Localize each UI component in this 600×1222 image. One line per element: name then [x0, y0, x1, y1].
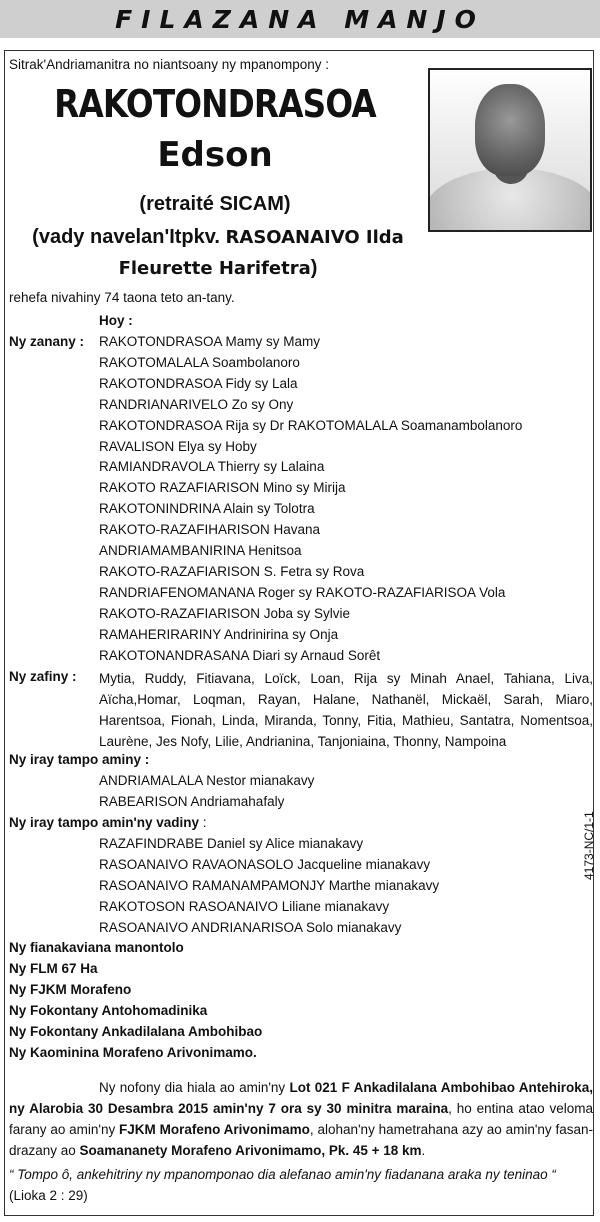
spouse-siblings-label — [9, 815, 207, 830]
spouse-name-2: Fleurette Harifetra — [118, 258, 311, 279]
families-item: Ny FJKM Morafeno — [9, 981, 132, 997]
children-item: RANDRIANARIVELO Zo sy Ony — [99, 396, 294, 412]
header-title: FILAZANA MANJO — [115, 4, 485, 34]
families-item: Ny Kaominina Morafeno Arivonimamo. — [9, 1044, 257, 1060]
quote-block — [9, 1164, 593, 1206]
children-item: RAKOTONDRASOA Fidy sy Lala — [99, 375, 298, 391]
quote-text: “ Tompo ô, ankehitriny ny mpanomponao dia alefanao amin'ny fiadanana araka ny teninao “ — [9, 1167, 556, 1182]
spouse-suffix: ) — [310, 257, 318, 279]
children-label: Ny zanany : — [9, 334, 85, 349]
children-item: RAMIANDRAVOLA Thierry sy Lalaina — [99, 459, 325, 475]
spouse-siblings-label-colon: : — [199, 815, 207, 830]
portrait-face — [475, 84, 545, 176]
funeral-burial-place: Soamananety Morafeno Arivonimamo, Pk. 45 + 18 km — [79, 1143, 422, 1158]
children-item: RAKOTO RAZAFIARISON Mino sy Mirija — [99, 480, 346, 496]
hoy-label: Hoy : — [99, 313, 133, 328]
page-header — [0, 0, 600, 38]
grandchildren-label: Ny zafiny : — [9, 669, 77, 684]
spouse-siblings-item: RAKOTOSON RASOANAIVO Liliane mianakavy — [99, 898, 390, 914]
spouse-siblings-item: RASOANAIVO ANDRIANARISOA Solo mianakavy — [99, 919, 402, 935]
grandchildren-text: Mytia, Ruddy, Fitiavana, Loïck, Loan, Rija sy Minah Anael, Tahiana, Liva, Aïcha,Homar, Loqman, Rayan, Halane, Nathanël, Mickaël, Sarah, Miaro, Harentsoa, Fionah, Linda, Miranda, Tonny, Fitia, Mathieu, Santatra, Nomentsoa, Laurène, Jes Nofy, Lilie, Andrianina, Tanjoniaina, Thonny, Nampoina — [99, 671, 593, 749]
children-item: RAKOTO-RAZAFIHARISON Havana — [99, 522, 321, 538]
funeral-paragraph — [9, 1077, 593, 1161]
children-item: RAKOTO-RAZAFIARISON S. Fetra sy Rova — [99, 563, 365, 579]
children-item: RAMAHERIRARINY Andrinirina sy Onja — [99, 626, 339, 642]
spouse-prefix: (vady navelan'Itpkv. — [32, 226, 220, 248]
deceased-given-name: Edson — [157, 135, 273, 175]
spouse-name-1: RASOANAIVO Ilda — [225, 227, 404, 248]
children-item: RAKOTONANDRASANA Diari sy Arnaud Sorêt — [99, 647, 381, 663]
spouse-siblings-label-text: Ny iray tampo amin'ny vadiny — [9, 815, 200, 830]
siblings-label: Ny iray tampo aminy : — [9, 752, 150, 767]
children-item: RANDRIAFENOMANANA Roger sy RAKOTO-RAZAFIARISOA Vola — [99, 584, 506, 600]
children-item: RAVALISON Elya sy Hoby — [99, 438, 257, 454]
families-item: Ny Fokontany Ankadilalana Ambohibao — [9, 1023, 263, 1039]
intro-text: Sitrak'Andriamanitra no niantsoany ny mpanompony : — [9, 57, 329, 72]
children-item: RAKOTOMALALA Soambolanoro — [99, 354, 300, 370]
quote-reference: (Lioka 2 : 29) — [9, 1188, 88, 1203]
spouse-siblings-item: RAZAFINDRABE Daniel sy Alice mianakavy — [99, 836, 364, 851]
ad-reference: 4173-NC/1-1 — [582, 811, 596, 880]
children-item: RAKOTONDRASOA Rija sy Dr RAKOTOMALALA Soamanambolanoro — [99, 417, 523, 433]
children-item: RAKOTO-RAZAFIARISON Joba sy Sylvie — [99, 605, 351, 621]
deceased-surname: RAKOTONDRASOA — [54, 82, 376, 126]
families-item: Ny FLM 67 Ha — [9, 960, 98, 976]
families-item: Ny fianakaviana manontolo — [9, 940, 184, 955]
spouse-siblings-item: RASOANAIVO RAMANAMPAMONJY Marthe mianakavy — [99, 877, 440, 893]
funeral-p2: , ho entina atao veloma farany ao amin'ny — [9, 1101, 593, 1137]
children-item: RAKOTONDRASOA Mamy sy Mamy — [99, 334, 321, 349]
spouse-line — [18, 222, 418, 284]
portrait-photo — [428, 68, 592, 232]
funeral-p4: . — [421, 1143, 426, 1158]
children-item: ANDRIAMAMBANIRINA Henitsoa — [99, 543, 302, 558]
funeral-location: Lot 021 F Ankadilalana Ambohibao Antehiroka, ny Alarobia 30 Desambra 2015 amin'ny 7 ora sy 30 minitra maraina — [9, 1080, 593, 1116]
spouse-siblings-item: RASOANAIVO RAVAONASOLO Jacqueline mianakavy — [99, 856, 431, 872]
funeral-church: FJKM Morafeno Arivonimamo — [119, 1122, 310, 1137]
funeral-p1: Ny nofony dia hiala ao amin'ny — [99, 1080, 290, 1095]
age-text: rehefa nivahiny 74 taona teto an-tany. — [9, 290, 235, 305]
funeral-p3: , alohan'ny hametrahana azy ao amin'ny fasan-drazany ao — [9, 1122, 593, 1158]
deceased-occupation: (retraité SICAM) — [139, 193, 291, 215]
siblings-item: ANDRIAMALALA Nestor mianakavy — [99, 773, 315, 788]
families-item: Ny Fokontany Antohomadinika — [9, 1002, 208, 1018]
children-item: RAKOTONINDRINA Alain sy Tolotra — [99, 501, 315, 517]
siblings-item: RABEARISON Andriamahafaly — [99, 793, 285, 809]
